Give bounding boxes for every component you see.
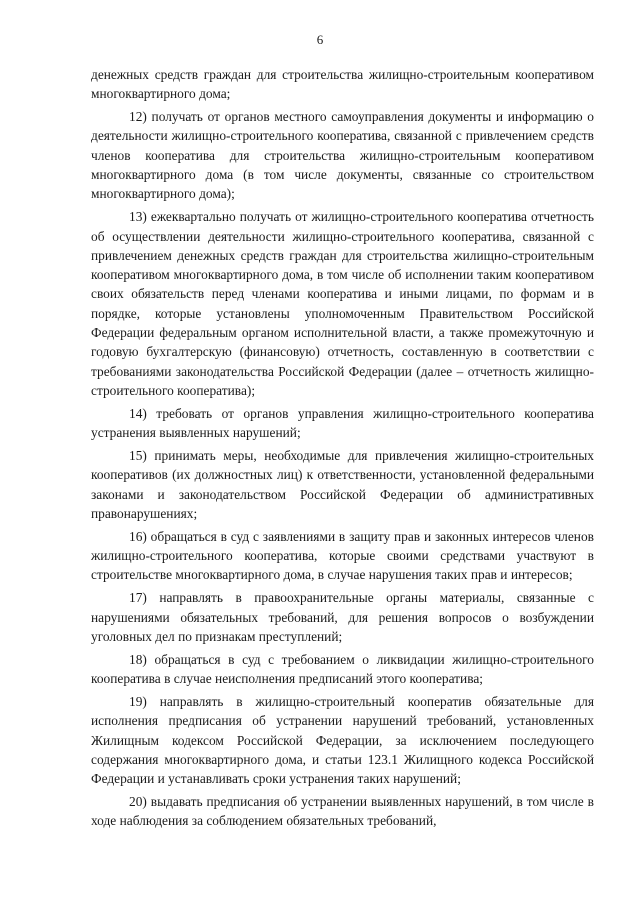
- paragraph-item-13: 13) ежеквартально получать от жилищно-строительного кооператива отчетность об осуществлении деятельности жилищно-строительного кооператива, связанной с привлечением денежных средств граждан для строительства жилищно-строительным кооперативом многоквартирного дома, в том числе об исполнении таким кооперативом своих обязательств перед членами кооператива и иными лицами, по формам и в порядке, которые установлены уполномоченным Правительством Российской Федерации федеральным органом исполнительной власти, а также промежуточную и годовую бухгалтерскую (финансовую) отчетность, составленную в соответствии с требованиями законодательства Российской Федерации (далее – отчетность жилищно-строительного кооператива);: [91, 209, 594, 398]
- paragraph-item-18: 18) обращаться в суд с требованием о ликвидации жилищно-строительного кооператива в случае неисполнения предписаний этого кооператива;: [91, 651, 594, 687]
- paragraph-item-20: 20) выдавать предписания об устранении выявленных нарушений, в том числе в ходе наблюдения за соблюдением обязательных требований,: [91, 794, 594, 829]
- paragraph-continuation: денежных средств граждан для строительства жилищно-строительным кооперативом многоквартирного дома;: [91, 67, 594, 102]
- paragraph-item-15: 15) принимать меры, необходимые для привлечения жилищно-строительных кооперативов (их должностных лиц) к ответственности, установленной федеральными законами и законодательством Российской Федерации об административных правонарушениях;: [91, 448, 594, 521]
- paragraph-item-17: 17) направлять в правоохранительные органы материалы, связанные с нарушениями обязательных требований, для решения вопросов о возбуждении уголовных дел по признакам преступлений;: [91, 590, 594, 644]
- page-number: 6: [316, 32, 324, 47]
- paragraph-item-14: 14) требовать от органов управления жилищно-строительного кооператива устранения выявленных нарушений;: [91, 405, 594, 441]
- paragraph-item-16: 16) обращаться в суд с заявлениями в защиту прав и законных интересов членов жилищно-строительного кооператива, которые своими средствами участвуют в строительстве многоквартирного дома, в случае нарушения таких прав и интересов;: [91, 528, 594, 583]
- document-body: [91, 65, 594, 831]
- paragraph-item-12: 12) получать от органов местного самоуправления документы и информацию о деятельности жилищно-строительного кооператива, связанной с привлечением средств членов кооператива для строительства жилищно-строительным кооперативом многоквартирного дома (в том числе документы, связанные со строительством многоквартирного дома);: [91, 109, 594, 202]
- paragraph-item-19: 19) направлять в жилищно-строительный кооператив обязательные для исполнения предписания об устранении нарушений требований, установленных Жилищным кодексом Российской Федерации, за исключением последующего содержания многоквартирного дома, и статьи 123.1 Жилищного кодекса Российской Федерации и устанавливать сроки устранения таких нарушений;: [91, 693, 594, 787]
